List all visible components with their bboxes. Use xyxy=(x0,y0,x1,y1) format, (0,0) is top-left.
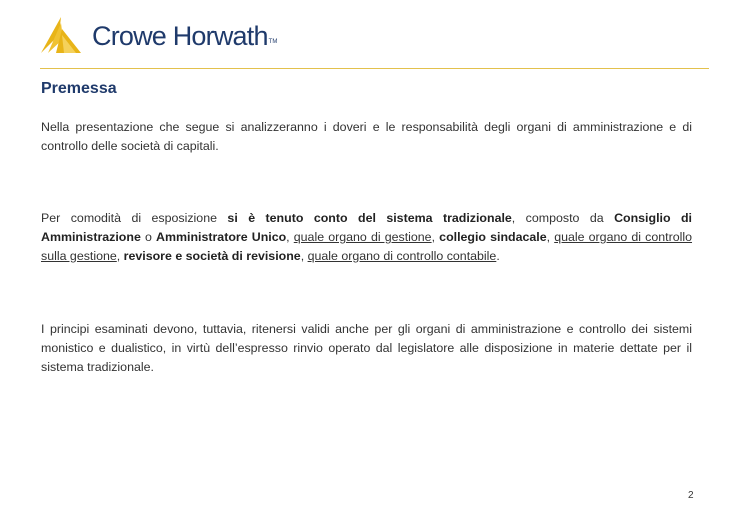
crowe-horwath-logo-icon xyxy=(40,15,82,55)
logo-wordmark: Crowe Horwath xyxy=(92,20,268,51)
principles-paragraph: I principi esaminati devono, tuttavia, ritenersi validi anche per gli organi di amministrazione e controllo dei sistemi monistico e dualistico, in virtù dell’espresso rinvio operato dal legislatore alle disposizione in materie dettate per il sistema tradizionale. xyxy=(41,322,692,374)
underline-management-body: quale organo di gestione xyxy=(293,230,432,244)
emphasis-auditor: revisore e società di revisione xyxy=(123,249,301,263)
emphasis-board-of-auditors: collegio sindacale xyxy=(439,230,547,244)
emphasis-board: Consiglio di Amministrazione xyxy=(41,211,692,244)
page-number: 2 xyxy=(688,490,694,501)
underline-management-control: quale organo di controllo sulla gestione xyxy=(41,230,693,263)
page-title: Premessa xyxy=(41,80,117,97)
logo-trademark: TM xyxy=(268,39,278,45)
emphasis-sole-director: Amministratore Unico xyxy=(156,230,287,244)
underline-accounting-control: quale organo di controllo contabile xyxy=(307,249,497,263)
system-paragraph: Per comodità di esposizione si è tenuto conto del sistema tradizionale, composto da Consiglio di Amministrazione o Amministratore Unico, quale organo di gestione, collegio sindacale, quale organo di controllo sulla gestione, revisore e società di revisione, quale organo di controllo contabile. xyxy=(41,211,693,263)
intro-paragraph: Nella presentazione che segue si analizzeranno i doveri e le responsabilità degli organi di amministrazione e di controllo delle società di capitali. xyxy=(41,120,692,153)
company-logo xyxy=(40,14,277,56)
header-divider xyxy=(40,68,709,69)
emphasis-traditional-system: si è tenuto conto del sistema tradizionale xyxy=(227,211,512,225)
